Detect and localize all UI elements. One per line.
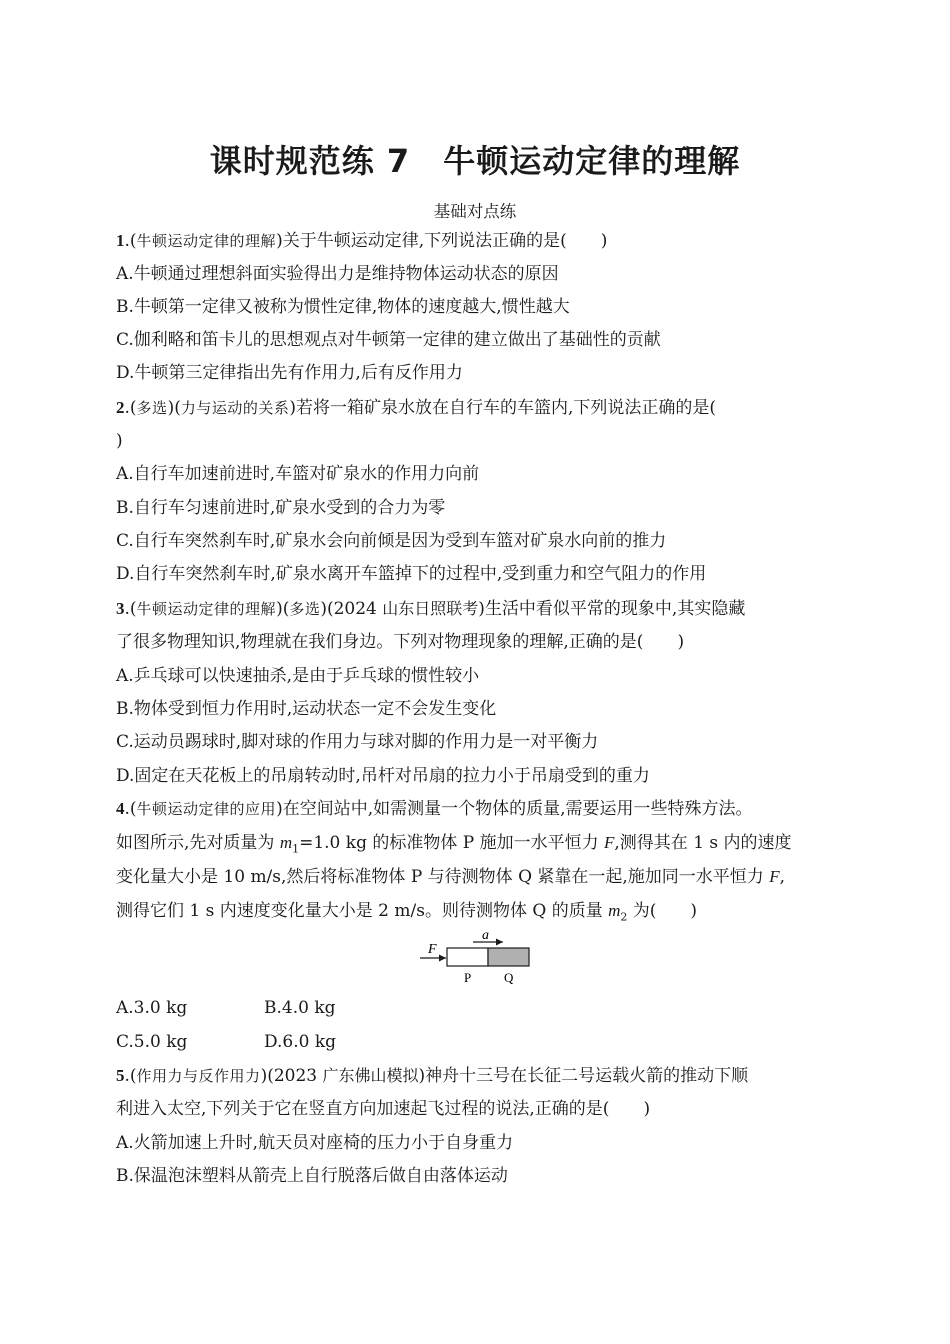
block-q-label: Q bbox=[504, 970, 514, 985]
question-tag: 力与运动的关系 bbox=[180, 399, 290, 417]
question-4-option-c: C.5.0 kg bbox=[116, 1032, 188, 1052]
question-1-option-c: C.伽利略和笛卡儿的思想观点对牛顿第一定律的建立做出了基础性的贡献 bbox=[116, 330, 661, 350]
question-5-stem-cont: 利进入太空,下列关于它在竖直方向加速起飞过程的说法,正确的是( ) bbox=[116, 1099, 651, 1119]
block-p bbox=[447, 948, 488, 966]
question-1-option-d: D.牛顿第三定律指出先有作用力,后有反作用力 bbox=[116, 363, 463, 383]
question-3-option-a: A.乒乓球可以快速抽杀,是由于乒乓球的惯性较小 bbox=[116, 666, 480, 686]
question-4-stem-line2: 如图所示,先对质量为 $m_1=1.0$ kg 的标准物体 P 施加一水平恒力 F,测得其在 1 s 内的速度 bbox=[116, 833, 792, 856]
question-5-option-b: B.保温泡沫塑料从箭壳上自行脱落后做自由落体运动 bbox=[116, 1166, 508, 1186]
question-4-option-b: B.4.0 kg bbox=[264, 998, 336, 1018]
question-3-option-b: B.物体受到恒力作用时,运动状态一定不会发生变化 bbox=[116, 699, 497, 719]
question-number: 1 bbox=[116, 231, 125, 250]
question-3-stem: 3.(牛顿运动定律的理解)(多选)(2024 山东日照联考)生活中看似平常的现象中,其实隐藏 bbox=[116, 599, 746, 619]
force-diagram bbox=[415, 924, 535, 986]
question-number: 5 bbox=[116, 1066, 125, 1085]
question-number: 2 bbox=[116, 398, 125, 417]
acceleration-label: a bbox=[482, 928, 489, 943]
question-3-stem-cont: 了很多物理知识,物理就在我们身边。下列对物理现象的理解,正确的是( ) bbox=[116, 632, 685, 652]
question-5-stem: 5.(作用力与反作用力)(2023 广东佛山模拟)神舟十三号在长征二号运载火箭的推动下顺 bbox=[116, 1066, 749, 1086]
question-1-option-a: A.牛顿通过理想斜面实验得出力是维持物体运动状态的原因 bbox=[116, 264, 559, 284]
question-number: 4 bbox=[116, 799, 125, 818]
question-tag: 牛顿运动定律的理解 bbox=[136, 232, 277, 250]
question-2-option-a: A.自行车加速前进时,车篮对矿泉水的作用力向前 bbox=[116, 464, 480, 484]
question-tag: 牛顿运动定律的理解 bbox=[136, 600, 277, 618]
question-number: 3 bbox=[116, 599, 125, 618]
question-2-stem: 2.(多选)(力与运动的关系)若将一箱矿泉水放在自行车的车篮内,下列说法正确的是( bbox=[116, 398, 717, 418]
question-3-option-c: C.运动员踢球时,脚对球的作用力与球对脚的作用力是一对平衡力 bbox=[116, 732, 599, 752]
question-2-option-c: C.自行车突然刹车时,矿泉水会向前倾是因为受到车篮对矿泉水向前的推力 bbox=[116, 531, 667, 551]
block-p-label: P bbox=[464, 970, 472, 985]
question-tag: 作用力与反作用力 bbox=[136, 1067, 261, 1085]
force-label: F bbox=[428, 942, 437, 957]
acceleration-arrowhead bbox=[496, 939, 503, 946]
question-4-stem-line4: 测得它们 1 s 内速度变化量大小是 2 m/s。则待测物体 Q 的质量 $m_2$ 为( ) bbox=[116, 901, 698, 924]
force-arrowhead bbox=[439, 955, 446, 962]
question-tag: 多选 bbox=[136, 399, 168, 417]
question-1-option-b: B.牛顿第一定律又被称为惯性定律,物体的速度越大,惯性越大 bbox=[116, 297, 570, 317]
question-4-option-a: A.3.0 kg bbox=[116, 998, 188, 1018]
question-source: 广东佛山模拟 bbox=[322, 1066, 419, 1085]
question-4-stem: 4.(牛顿运动定律的应用)在空间站中,如需测量一个物体的质量,需要运用一些特殊方法。 bbox=[116, 799, 753, 819]
question-2-stem-cont: ) bbox=[116, 431, 123, 451]
section-heading: 基础对点练 bbox=[433, 202, 517, 221]
question-4-stem-line3: 变化量大小是 10 m/s,然后将标准物体 P 与待测物体 Q 紧靠在一起,施加同一水平恒力 F, bbox=[116, 867, 786, 887]
block-q bbox=[488, 948, 529, 966]
question-4-option-d: D.6.0 kg bbox=[264, 1032, 337, 1052]
page-title: 课时规范练 7 牛顿运动定律的理解 bbox=[209, 142, 741, 180]
question-2-option-b: B.自行车匀速前进时,矿泉水受到的合力为零 bbox=[116, 498, 446, 518]
question-2-option-d: D.自行车突然刹车时,矿泉水离开车篮掉下的过程中,受到重力和空气阻力的作用 bbox=[116, 564, 707, 584]
question-tag: 多选 bbox=[289, 600, 321, 618]
question-5-option-a: A.火箭加速上升时,航天员对座椅的压力小于自身重力 bbox=[116, 1133, 514, 1153]
question-tag: 牛顿运动定律的应用 bbox=[136, 800, 277, 818]
question-3-option-d: D.固定在天花板上的吊扇转动时,吊杆对吊扇的拉力小于吊扇受到的重力 bbox=[116, 766, 650, 786]
question-source: 山东日照联考 bbox=[382, 599, 479, 618]
question-1-stem: 1.(牛顿运动定律的理解)关于牛顿运动定律,下列说法正确的是( ) bbox=[116, 231, 608, 251]
